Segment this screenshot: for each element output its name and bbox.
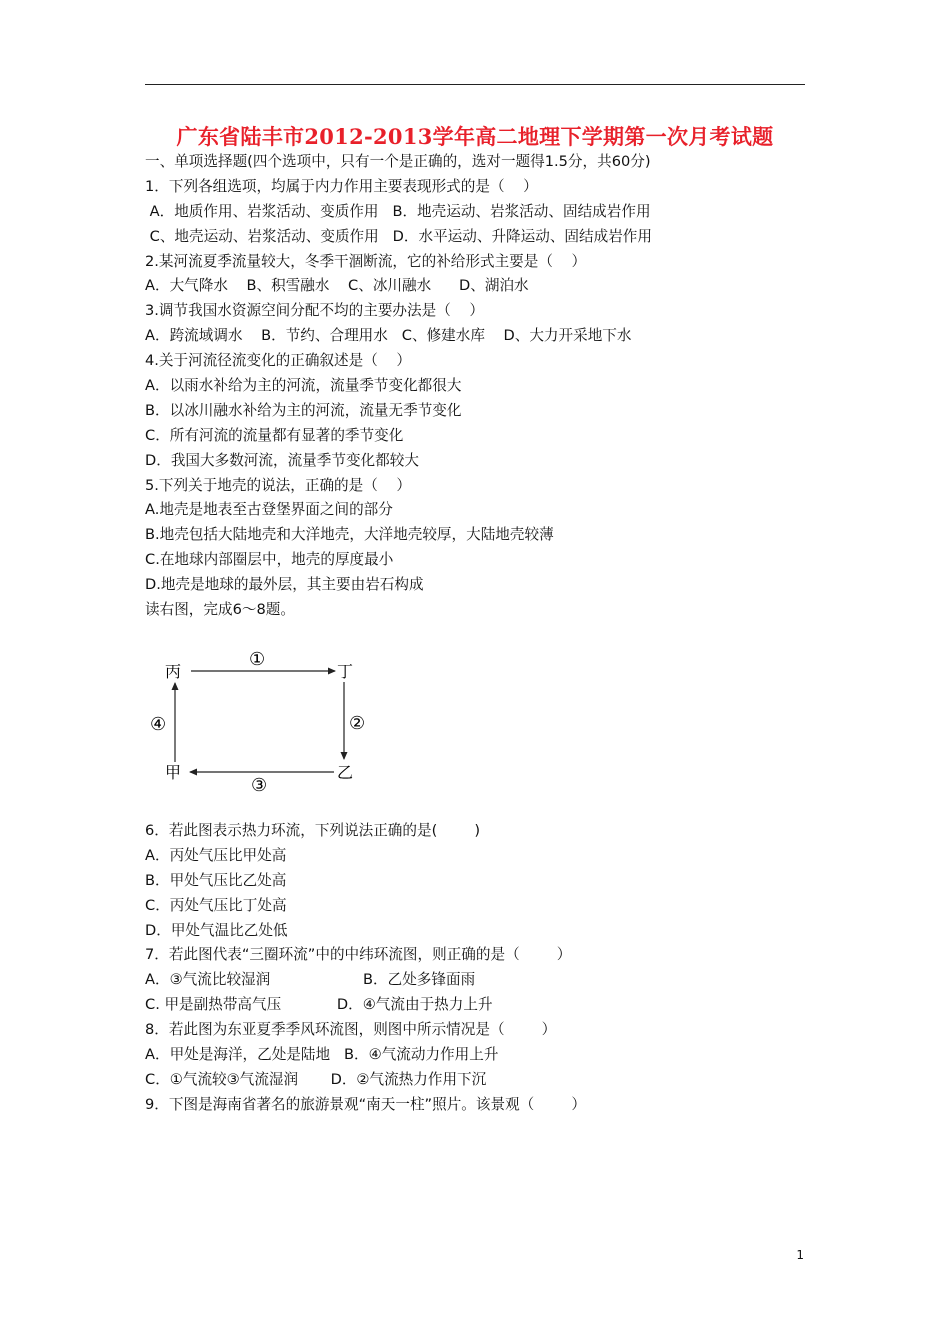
text-line: A.地壳是地表至古登堡界面之间的部分 [145, 501, 393, 519]
circulation-diagram [145, 640, 385, 800]
text-line: A．丙处气压比甲处高 [145, 846, 287, 864]
text-line: D．甲处气温比乙处低 [145, 921, 288, 939]
text-line: A．跨流域调水 B．节约、合理用水 C、修建水库 D、大力开采地下水 [145, 327, 632, 345]
text-line: 7．若此图代表“三圈环流”中的中纬环流图，则正确的是（ ） [145, 946, 572, 964]
header-rule [145, 84, 805, 85]
arrow-label-2: ② [349, 713, 366, 734]
questions-part-2 [145, 819, 825, 1118]
text-line: B．甲处气压比乙处高 [145, 871, 287, 889]
text-line: 5.下列关于地壳的说法，正确的是（ ） [145, 476, 411, 494]
text-line: A．以雨水补给为主的河流，流量季节变化都很大 [145, 377, 462, 395]
text-line: 9．下图是海南省著名的旅游景观“南天一柱”照片。该景观（ ） [145, 1095, 586, 1113]
text-line: D．我国大多数河流，流量季节变化都较大 [145, 451, 419, 469]
text-line: A．大气降水 B、积雪融水 C、冰川融水 D、湖泊水 [145, 277, 529, 295]
text-line: 4.关于河流径流变化的正确叙述是（ ） [145, 352, 411, 370]
text-line: B.地壳包括大陆地壳和大洋地壳，大洋地壳较厚，大陆地壳较薄 [145, 526, 554, 544]
corner-label-top-right: 丁 [337, 662, 354, 681]
text-line: 1．下列各组选项，均属于内力作用主要表现形式的是（ ） [145, 177, 538, 195]
arrow-label-1: ① [249, 649, 266, 670]
text-line: 一、单项选择题(四个选项中，只有一个是正确的，选对一题得1.5分，共60分) [145, 153, 651, 170]
arrow-label-3: ③ [251, 775, 268, 796]
text-line: A．甲处是海洋，乙处是陆地 B．④气流动力作用上升 [145, 1046, 499, 1064]
text-line: 8．若此图为东亚夏季季风环流图，则图中所示情况是（ ） [145, 1021, 557, 1039]
text-line: D.地壳是地球的最外层，其主要由岩石构成 [145, 576, 424, 594]
text-line: C．①气流较③气流湿润 D．②气流热力作用下沉 [145, 1070, 487, 1088]
text-line: 读右图，完成6～8题。 [145, 601, 295, 619]
corner-label-bottom-right: 乙 [337, 763, 354, 782]
corner-label-top-left: 丙 [165, 662, 182, 681]
arrow-label-4: ④ [150, 714, 167, 735]
text-line: B．以冰川融水补给为主的河流，流量无季节变化 [145, 401, 462, 419]
page-title: 广东省陆丰市2012-2013学年高二地理下学期第一次月考试题 [176, 124, 774, 149]
questions-part-1 [145, 150, 825, 623]
text-line: A．地质作用、岩浆活动、变质作用 B．地壳运动、岩浆活动、固结成岩作用 [145, 202, 651, 220]
text-line: C．丙处气压比丁处高 [145, 896, 287, 914]
page-number: 1 [796, 1248, 804, 1262]
text-line: C、地壳运动、岩浆活动、变质作用 D．水平运动、升降运动、固结成岩作用 [145, 227, 652, 245]
text-line: 3.调节我国水资源空间分配不均的主要办法是（ ） [145, 302, 484, 320]
text-line: A．③气流比较湿润 B．乙处多锋面雨 [145, 971, 476, 989]
text-line: 2.某河流夏季流量较大，冬季干涸断流，它的补给形式主要是（ ） [145, 252, 587, 270]
text-line: C．所有河流的流量都有显著的季节变化 [145, 426, 404, 444]
corner-label-bottom-left: 甲 [165, 763, 182, 782]
text-line: C. 甲是副热带高气压 D．④气流由于热力上升 [145, 996, 493, 1014]
text-line: 6．若此图表示热力环流，下列说法正确的是( ) [145, 822, 481, 839]
text-line: C.在地球内部圈层中，地壳的厚度最小 [145, 551, 394, 569]
